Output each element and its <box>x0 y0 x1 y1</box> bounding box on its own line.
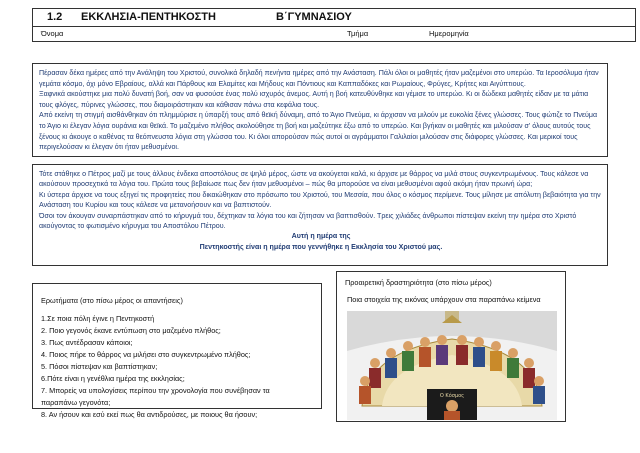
pentecost-icon-image <box>347 311 557 420</box>
story-paragraph: Ξαφνικά ακούστηκε μια πολύ δυνατή βοή, σαν να φυσούσε ένας πολύ ισχυρός άνεμος. Αυτή η βοή κατευθύνθηκε και γέμισε το υπερώο. Κι οι δώδεκα μαθητές είδαν με τα μάτια τους φλόγες, πύρινες γλώσσες, που διαμοιράστηκαν και κάθισαν πάνω στα κεφάλια τους. <box>39 90 589 109</box>
question-item: 7. Μπορείς να υπολογίσεις περίπου την χρονολογία που συνέβησαν τα <box>41 386 270 395</box>
pentecost-story-box <box>32 63 608 157</box>
question-item: 4. Ποιος πήρε το θάρρος να μιλήσει στο συγκεντρωμένο πλήθος; <box>41 350 251 359</box>
sermon-paragraph: Τότε στάθηκε ο Πέτρος μαζί με τους άλλους ένδεκα αποστόλους σε ψηλό μέρος, ώστε να ακούγεται καλά, κι άρχισε με θάρρος να μιλά στους συγκεντρωμένους. Τους κάλεσε να ακούσουν προσεχτικά τα λόγια του. Πρώτα τους βεβαίωσε πως δεν ήταν μεθυσμένοι – πώς θα μπορούσε να είναι μεθυσμένοι αφού ακόμη ήταν πρωινή ώρα; <box>39 170 589 189</box>
date-label: Ημερομηνία <box>429 29 469 38</box>
name-label: Όνομα <box>41 29 64 38</box>
icon-caption: Ο Κόσμος <box>439 393 465 399</box>
story-paragraph: Πέρασαν δέκα ημέρες από την Ανάληψη του Χριστού, συνολικά δηλαδή πενήντα ημέρες από την Ανάσταση. Πάλι όλοι οι μαθητές ήταν μαζεμένοι στο υπερώο. Τα Ιεροσόλυμα ήταν γεμάτα κόσμο, όχι μόνο Εβραίους, αλλά και Πάρθους και Ελαμίτες και Μήδους και Πόντιους και Καππαδόκες και Ρωμαίους, Φρύγες, Κρήτες και Αιγύπτιους. <box>39 69 599 88</box>
header-table <box>32 8 636 42</box>
question-item: 8. Αν ήσουν και εσύ εκεί πως θα αντιδρούσες, με ποιους θα ήσουν; <box>41 410 258 419</box>
peter-sermon-box <box>32 164 608 266</box>
lesson-title: ΕΚΚΛΗΣΙΑ-ΠΕΝΤΗΚΟΣΤΗ <box>81 11 216 23</box>
question-item: 5. Πόσοι πίστεψαν και βαπτίστηκαν; <box>41 362 158 371</box>
question-item: 2. Ποιο γεγονός έκανε εντύπωση στο μαζεμένο πλήθος; <box>41 326 221 335</box>
sermon-paragraph: Όσοι τον άκουγαν συναρπάστηκαν από το κήρυγμά του, δέχτηκαν τα λόγια του και ζήτησαν να βαπτισθούν. Τρεις χιλιάδες άνθρωποι πίστεψαν εκείνη την ημέρα στο Χριστό ακούγοντας το φωτισμένο κήρυγμα του Αποστόλου Πέτρου. <box>39 211 577 231</box>
question-item: 3. Πως αντέδρασαν κάποιοι; <box>41 338 133 347</box>
lesson-number: 1.2 <box>47 11 63 23</box>
conclusion-line: Αυτή η ημέρα της <box>291 232 351 241</box>
activity-subtitle: Ποια στοιχεία της εικόνας υπάρχουν στα παραπάνω κείμενα <box>347 295 541 304</box>
questions-title: Ερωτήματα (στο πίσω μέρος οι απαντήσεις) <box>41 296 183 305</box>
question-item: 1.Σε ποια πόλη έγινε η Πεντηκοστή <box>41 314 155 323</box>
header-fields-row <box>33 26 635 42</box>
conclusion-line: Πεντηκοστής είναι η ημέρα που γεννήθηκε η Εκκλησία του Χριστού μας. <box>199 242 443 251</box>
questions-box <box>32 283 322 419</box>
story-paragraph: Από εκείνη τη στιγμή αισθάνθηκαν ότι πλημμύρισε η ύπαρξή τους από θεϊκή δύναμη, από το Άγιο Πνεύμα, κι άρχισαν να μιλούν με ευκολία ξένες γλώσσες. Τους φώτιζε το Πνεύμα το Άγιο κι έλεγαν λόγια ουράνια και θεϊκά. Το μαζεμένο πλήθος ακολούθησε τη βοή και μαζεύτηκε έξω από το υπερώο. Και βγήκαν οι μαθητές και μιλούσαν σ' όλους αυτούς τους ξένους κι άκουγε ο καθένας τα θεόπνευστα λόγια στη γλώσσα του. Κι όλοι απορούσαν πώς αυτοί οι αγράμματοι Γαλιλαίοι μιλούσαν στις διάφορες γλώσσες. Και μερικοί τους περιγελούσαν κι έλεγαν ότι ήταν μεθυσμένοι. <box>39 111 598 152</box>
activity-title: Προαιρετική δραστηριότητα (στο πίσω μέρος) <box>345 278 492 287</box>
question-item: 6.Πότε είναι η γενέθλια ημέρα της εκκλησίας; <box>41 374 185 383</box>
question-item: παραπάνω γεγονότα; <box>41 398 111 407</box>
sermon-paragraph: Κι ύστερα άρχισε να τους εξηγεί τις προφητείες που δικαιώθηκαν στο πρόσωπο του Χριστού, του Μεσσία, που όλος ο κόσμος περίμενε. Τους μίλησε με απόλυτη βεβαιότητα για την Ανάσταση του Κυρίου και τους κάλεσε να μετανοήσουν και να βαπτιστούν. <box>39 190 601 210</box>
school-grade: Β΄ΓΥΜΝΑΣΙΟΥ <box>276 11 352 23</box>
class-label: Τμήμα <box>347 29 369 38</box>
header-title-row <box>33 9 635 27</box>
questions-list <box>41 313 270 421</box>
activity-box <box>336 271 566 422</box>
